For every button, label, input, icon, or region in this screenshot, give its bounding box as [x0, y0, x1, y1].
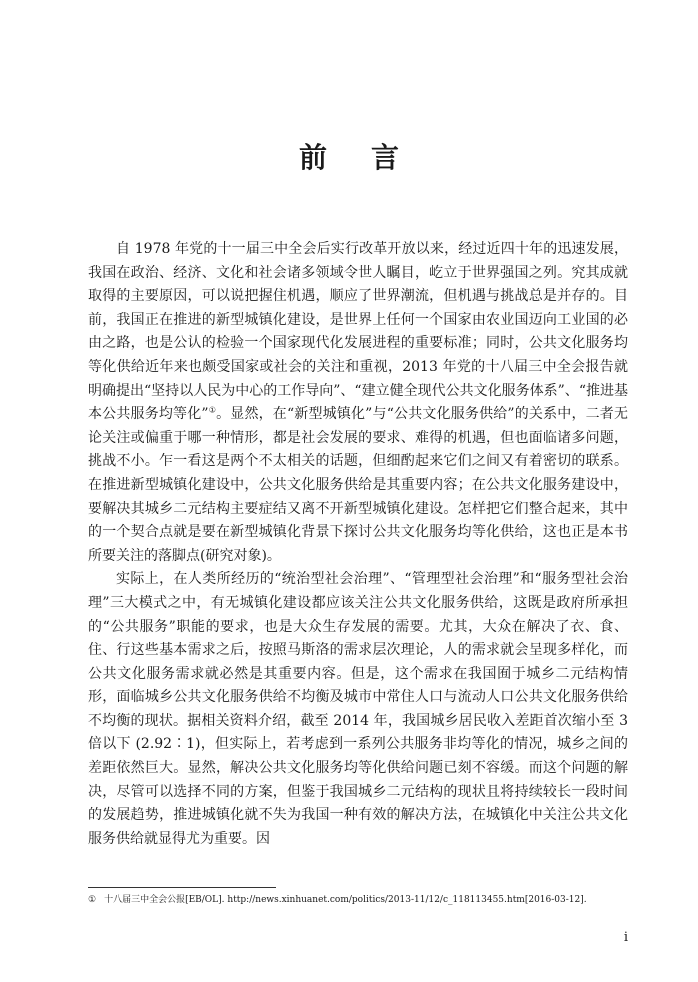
paragraph-1-text-a: 自 1978 年党的十一届三中全会后实行改革开放以来，经过近四十年的迅速发展，我国在政治、经济、文化和社会诸多领域令世人瞩目，屹立于世界强国之列。究其成就取得的主要原因，可以说把握住机遇，顺应了世界潮流，但机遇与挑战总是并存的。目前，我国正在推进的新型城镇化建设，是世界上任何一个国家由农业国迈向工业国的必由之路，也是公认的检验一个国家现代化发展进程的重要标准；同时，公共文化服务均等化供给近年来也颇受国家或社会的关注和重视，2013 年党的十八届三中全会报告就明确提出“坚持以人民为中心的工作导向”、“建立健全现代公共文化服务体系”、“推进基本公共服务均等化” — [88, 241, 628, 423]
footnote-mark: ① — [88, 895, 97, 905]
footnote-text: 十八届三中全会公报[EB/OL]. http://news.xinhuanet.com/politics/2013-11/12/c_118113455.htm[2016-03-12]. — [104, 895, 587, 905]
paragraph-2: 实际上，在人类所经历的“统治型社会治理”、“管理型社会治理”和“服务型社会治理”三大模式之中，有无城镇化建设都应该关注公共文化服务供给，这既是政府所承担的“公共服务”职能的要求，也是大众生存发展的需要。尤其，大众在解决了衣、食、住、行这些基本需求之后，按照马斯洛的需求层次理论，人的需求就会呈现多样化，而公共文化服务需求就必然是其重要内容。但是，这个需求在我国囿于城乡二元结构情形，面临城乡公共文化服务供给不均衡及城市中常住人口与流动人口公共文化服务供给不均衡的现状。据相关资料介绍，截至 2014 年，我国城乡居民收入差距首次缩小至 3 倍以下 (2.92∶1)，但实际上，若考虑到一系列公共服务非均等化的情况，城乡之间的差距依然巨大。显然，解决公共文化服务均等化供给问题已刻不容缓。而这个问题的解决，尽管可以选择不同的方案，但鉴于我国城乡二元结构的现状且将持续较长一段时间的发展趋势，推进城镇化就不失为我国一种有效的解决方法，在城镇化中关注公共文化服务供给就显得尤为重要。因 — [88, 571, 628, 847]
footnote-reference[interactable]: ① — [208, 405, 217, 415]
paragraph-1 — [88, 238, 628, 568]
page-title: 前言 — [298, 141, 443, 174]
body-text — [88, 238, 628, 851]
footnote — [88, 893, 648, 907]
paragraph-1-text-b: 。显然，在“新型城镇化”与“公共文化服务供给”的关系中，二者无论关注或偏重于哪一种情形，都是社会发展的要求、难得的机遇，但也面临诸多问题，挑战不小。乍一看这是两个不太相关的话题，但细酌起来它们之间又有着密切的联系。在推进新型城镇化建设中，公共文化服务供给是其重要内容；在公共文化服务建设中，要解决其城乡二元结构主要症结又离不开新型城镇化建设。怎样把它们整合起来，其中的一个契合点就是要在新型城镇化背景下探讨公共文化服务均等化供给，这也正是本书所要关注的落脚点(研究对象)。 — [88, 406, 628, 564]
page-number: i — [623, 930, 628, 945]
footnote-divider — [88, 887, 276, 888]
